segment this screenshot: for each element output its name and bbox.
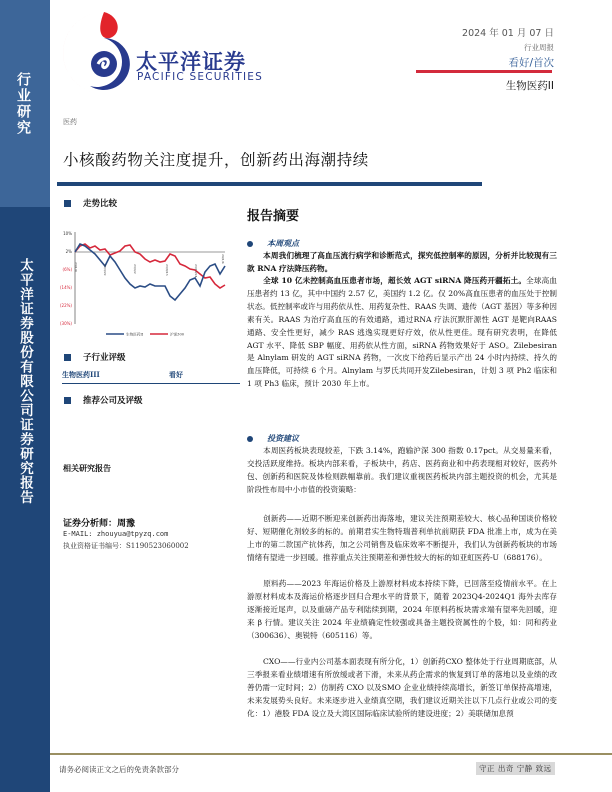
analyst-email[interactable]: E-MAIL: zhouyua@tpyzq.com <box>63 530 169 538</box>
legend-label-csi300: 沪深300 <box>170 332 185 337</box>
recommended-companies-heading: 推荐公司及评级 <box>64 394 143 406</box>
footer-divider <box>50 753 612 755</box>
summary-heading: 报告摘要 <box>247 209 300 224</box>
report-type: 行业周报 <box>524 43 554 52</box>
paragraph: 原料药——2023 年海运价格及上游原材料成本持续下降，已回落至疫情前水平。在上游原材料成本及海运价格逐步回归合理水平的背景下，随着 2023Q4-2024Q1 海外去库存逐渐接近尾声，以及重磅产品专利陆续到期，2024 年原料药板块需求端有望率先回暖，迎来 β 行情。建议关注 2024 年业绩确定性较强或具备主题投资属性的个股，如：同和药业（300636）、奥锐特（605116）等。 <box>247 579 557 640</box>
ytick-label: (6%) <box>62 267 72 272</box>
ytick-label: (22%) <box>59 303 72 308</box>
series-csi300-line <box>75 244 225 288</box>
category-label: 医药 <box>63 118 77 126</box>
paragraph: 全球 10 亿未控制高血压患者市场，超长效 AGT siRNA 降压药开疆拓土。全球高血压患者约 13 亿，其中中国约 2.57 亿，美国约 1.2 亿。仅 20%高血压患者的血压处于控制状态。低控制率或许与用药依从性、用药复杂性、RAAS 失调、遗传（AGT 基因）等多种因素有关。RAAS 为治疗高血压的有效通路，通过RNA 疗法沉默肝源性 AGT 是靶向RAAS 通路、安全性更好，减少 RAS 逃逸实现更好疗效，依从性更佳。现有研究表明，在降低 AGT 水平、降低 SBP 幅度、用药依从性方面，siRNA 药物效果好于 ASO。Zilebesiran 是 Alnylam 研发的 AGT siRNA 药物，一次皮下给药后显示产出 24 小时内持续、持久的血压降低，可持续 6 个月。Alnylam 与罗氏共同开发Zilebesiran，计划 3 项 Ph2 临床和 1 项 Ph3 临床，预计 2030 年上市。 <box>247 276 557 389</box>
sub-industry-rating-row <box>62 370 240 384</box>
trend-comparison-heading: 走势比较 <box>64 197 117 209</box>
bullet-dot-icon <box>247 436 253 442</box>
analyst-name: 证券分析师：周豫 <box>63 519 136 529</box>
ytick-label: 10% <box>63 231 72 236</box>
report-title: 小核酸药物关注度提升，创新药出海潮持续 <box>63 151 369 169</box>
xtick-label: 23/3/22 <box>103 264 107 276</box>
sub-industry-name: 生物医药III <box>62 370 100 379</box>
series-biopharma-line <box>75 244 225 300</box>
logo-name-en: PACIFIC SECURITIES <box>137 71 264 83</box>
bullet-dot-icon <box>247 241 253 247</box>
square-bullet-icon <box>64 200 71 207</box>
section-heading-investment-advice: 投资建议 <box>247 433 299 444</box>
industry-rating: 看好/首次 <box>508 57 554 69</box>
square-bullet-icon <box>64 397 71 404</box>
xtick-label: 23/1/9 <box>74 262 78 272</box>
xtick-label: 23/10/24 <box>194 264 198 278</box>
square-bullet-icon <box>64 354 71 361</box>
sector-name: 生物医药II <box>505 80 554 92</box>
ytick-label: (30%) <box>59 321 72 326</box>
company-logo <box>60 8 270 98</box>
sidebar-label-company: 太平洋证券股份有限公司证券研究报告 <box>17 258 33 505</box>
sidebar-label-industry-research: 行业研究 <box>15 72 31 136</box>
xtick-label: 23/8/13 <box>165 264 169 276</box>
paragraph: 本周我们梳理了高血压流行病学和诊断范式，探究低控制率的原因，分析并比较现有三款 RNA 疗法降压药物。 <box>247 251 557 273</box>
sub-industry-rating-heading: 子行业评级 <box>64 351 126 363</box>
paragraph: 本周医药板块表现较差，下跌 3.14%，跑输沪深 300 指数 0.17pct。从交易量来看，交投活跃度维持。板块内部来看，子板块中，药店、医药商业和中药表现相对较好，医药外包、创新药和医院及体检则跌幅靠前。我们建议重视医药板块内部主题投资的机会，尤其是阶段性布局中小市值的投资策略： <box>247 446 557 494</box>
title-divider <box>57 182 482 186</box>
report-date: 2024 年 01 月 07 日 <box>462 28 554 39</box>
trend-chart <box>58 222 233 342</box>
xtick-label: 23/6/2 <box>133 264 137 274</box>
related-reports-heading: 相关研究报告 <box>63 463 111 473</box>
header-divider <box>416 70 552 73</box>
ytick-label: (14%) <box>59 285 72 290</box>
section-heading-weekly-view: 本周观点 <box>247 238 299 249</box>
footer-disclaimer: 请务必阅读正文之后的免责条款部分 <box>59 765 179 774</box>
analyst-license: 执业资格证书编号：S1190523060002 <box>63 542 189 550</box>
logo-name-cn: 太平洋证券 <box>136 50 246 74</box>
footer-motto: 守正 出奇 宁静 致远 <box>476 762 555 775</box>
sub-industry-rating: 看好 <box>169 370 183 379</box>
paragraph: CXO——行业内公司基本面表现有所分化，1）创新药CXO 整体处于行业周期底部，从三季报来看业绩增速有所放缓或者下滑，未来从药企需求的恢复到订单的落地以及业绩的改善仍需一定时间；2）仿制药 CXO 以及SMO 企业业绩持续高增长，新签订单保持高增速，未来发展势头良好。未来逐步进入业绩真空期，我们建议近期关注以下几点行业或公司的变化：1）港股 FDA 设立及大湾区国际临床试验所的建设进度；2）美联储加息预 <box>247 657 557 718</box>
chart-legend <box>106 332 185 337</box>
paragraph: 创新药——近期不断迎来创新药出海落地，建议关注预期差较大、核心品种国谈价格较好、短期催化剂较多的标的。前期君实生物特瑞普利单抗前期获 FDA 批准上市，成为在美上市的第二款国产抗体药，加之公司销售及临床效率不断提升，我们认为创新药板块的市场情绪有望进一步回暖。推荐重点关注预期差和弹性较大的标的如亚虹医药-U（688176）。 <box>247 514 557 562</box>
xtick-label: 24/1/4 <box>221 254 225 264</box>
legend-label-biopharma: 生物医药II <box>126 332 144 337</box>
ytick-label: 2% <box>65 249 72 254</box>
